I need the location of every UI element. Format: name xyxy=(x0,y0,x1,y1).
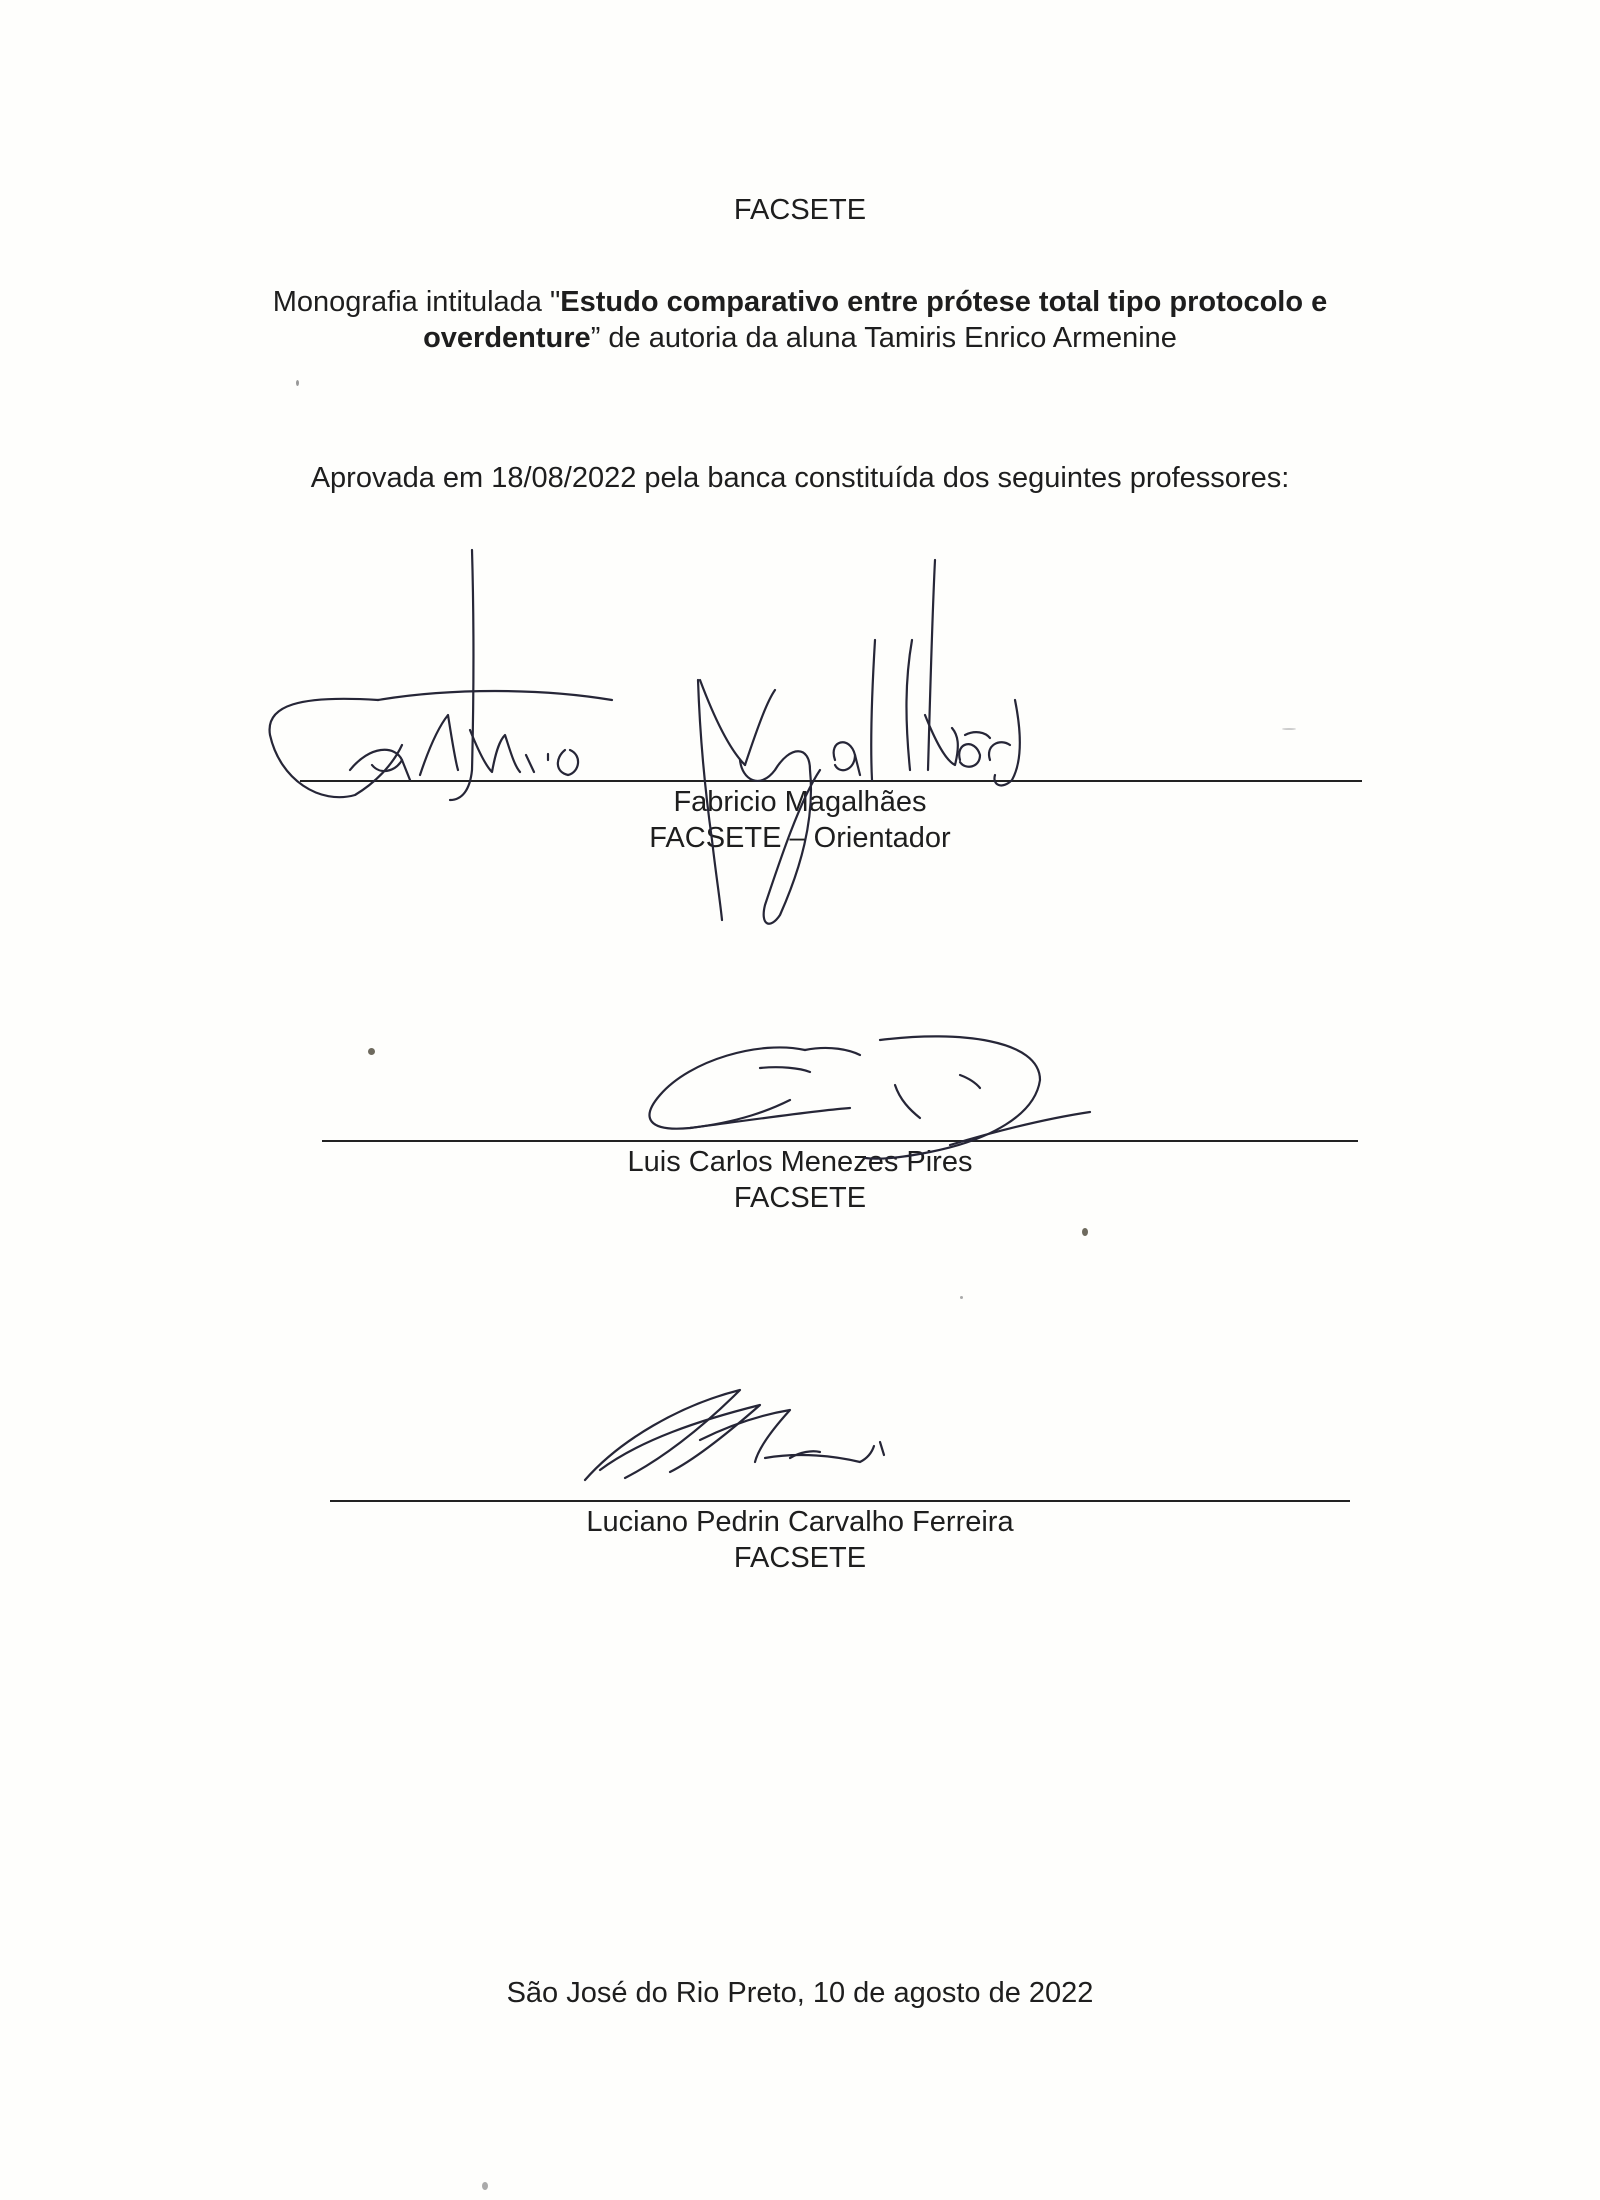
monograph-title-line-2 xyxy=(0,320,1600,356)
title-prefix: Monografia intitulada " xyxy=(272,286,561,318)
examiner-2-affiliation: FACSETE xyxy=(733,1182,867,1214)
examiner-1-affiliation: FACSETE – Orientador xyxy=(649,822,951,854)
examiner-3-name: Luciano Pedrin Carvalho Ferreira xyxy=(586,1506,1014,1538)
scan-speck xyxy=(960,1296,963,1299)
examiner-2-name: Luis Carlos Menezes Pires xyxy=(627,1146,973,1178)
scan-speck xyxy=(1082,1228,1088,1236)
scan-speck xyxy=(482,2182,488,2190)
signature-1-fabricio xyxy=(270,550,1020,924)
scan-speck xyxy=(296,380,299,386)
monograph-title-line-1 xyxy=(0,284,1600,320)
examiner-1-name: Fabricio Magalhães xyxy=(673,786,927,818)
signature-line-1 xyxy=(300,780,1362,782)
title-suffix: ” de autoria da aluna Tamiris Enrico Armenine xyxy=(590,322,1177,354)
title-bold-part2: overdenture xyxy=(423,322,591,354)
examiner-3-affiliation: FACSETE xyxy=(733,1542,867,1574)
signature-line-3 xyxy=(330,1500,1350,1502)
institution-header: FACSETE xyxy=(733,194,867,226)
scan-speck xyxy=(368,1048,375,1055)
signature-line-2 xyxy=(322,1140,1358,1142)
place-and-date: São José do Rio Preto, 10 de agosto de 2022 xyxy=(506,1977,1094,2009)
approval-statement: Aprovada em 18/08/2022 pela banca constituída dos seguintes professores: xyxy=(310,462,1290,494)
title-bold-part1: Estudo comparativo entre prótese total tipo protocolo e xyxy=(560,286,1328,318)
signature-3-luciano xyxy=(585,1390,884,1480)
scan-speck xyxy=(1282,728,1296,730)
